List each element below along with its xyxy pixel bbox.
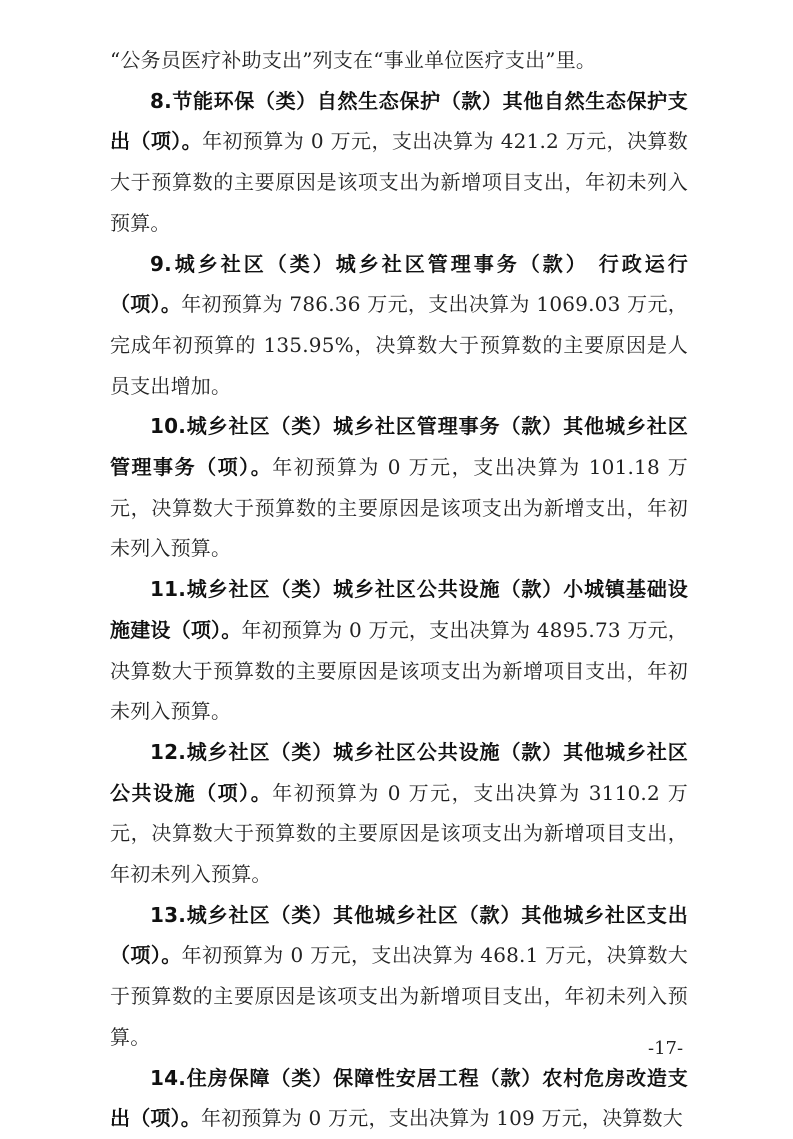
document-page (110, 40, 688, 1139)
paragraph-body: 年初预算为 0 万元，支出决算为 101.18 万元，决算数大于预算数的主要原因是该项支出为新增支出，年初未列入预算。 (110, 455, 688, 561)
paragraph-heading: 12.城乡社区（类）城乡社区公共设施（款）其他城乡社区公共设施（项）。 (110, 739, 688, 805)
paragraph-heading: 14.住房保障（类）保障性安居工程（款）农村危房改造支出（项）。 (110, 1065, 688, 1131)
paragraph-11 (110, 569, 688, 732)
paragraph-body: 年初预算为 0 万元，支出决算为 421.2 万元，决算数大于预算数的主要原因是该项支出为新增项目支出，年初未列入预算。 (110, 129, 688, 235)
paragraph-12 (110, 732, 688, 895)
paragraph-heading: 13.城乡社区（类）其他城乡社区（款）其他城乡社区支出（项）。 (110, 902, 688, 968)
paragraph-body: “公务员医疗补助支出”列支在“事业单位医疗支出”里。 (110, 48, 597, 72)
paragraph-body: 年初预算为 0 万元，支出决算为 4895.73 万元，决算数大于预算数的主要原因是该项支出为新增项目支出，年初未列入预算。 (110, 617, 688, 724)
page-number: -17- (648, 1038, 684, 1059)
paragraph-heading: 10.城乡社区（类）城乡社区管理事务（款）其他城乡社区管理事务（项）。 (110, 414, 688, 480)
paragraph-body: 年初预算为 0 万元，支出决算为 109 万元，决算数大 (201, 1106, 683, 1131)
paragraph-8 (110, 81, 688, 244)
paragraph-13 (110, 895, 688, 1058)
paragraph-heading: 8.节能环保（类）自然生态保护（款）其他自然生态保护支出（项）。 (110, 88, 688, 154)
paragraph-body: 年初预算为 0 万元，支出决算为 468.1 万元，决算数大于预算数的主要原因是该项支出为新增项目支出，年初未列入预算。 (110, 943, 688, 1049)
paragraph-heading: 11.城乡社区（类）城乡社区公共设施（款）小城镇基础设施建设（项）。 (110, 577, 688, 642)
paragraph-14 (110, 1058, 688, 1139)
paragraph-heading: 9.城乡社区（类）城乡社区管理事务（款） 行政运行（项）。 (110, 251, 688, 317)
paragraph-1 (110, 40, 688, 81)
paragraph-body: 年初预算为 0 万元，支出决算为 3110.2 万元，决算数大于预算数的主要原因是该项支出为新增项目支出，年初未列入预算。 (110, 780, 688, 887)
paragraph-10 (110, 406, 688, 569)
paragraph-9 (110, 244, 688, 407)
paragraph-body: 年初预算为 786.36 万元，支出决算为 1069.03 万元，完成年初预算的 135.95%，决算数大于预算数的主要原因是人员支出增加。 (110, 292, 688, 398)
